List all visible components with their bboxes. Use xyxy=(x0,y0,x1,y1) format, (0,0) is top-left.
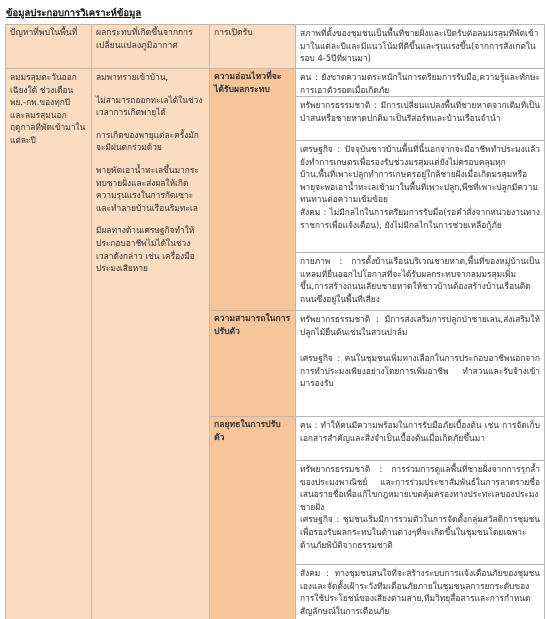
page-title: ข้อมูลประกอบการวิเคราะห์ข้อมูล xyxy=(6,8,142,19)
sensitivity-people: คน : ยังขาดความตระหนักในการตรียมการรับมือ,ความรู้และทักษะการเอาตัวรอดเมื่อเกิดภัย xyxy=(296,69,545,97)
analysis-table xyxy=(5,24,545,619)
adaptive-resources: ทรัพยากรธรรมชาติ : มีการส่งเสริมการปลูกป่าชายเลน,ส่งเสริมให้ปลูกไม้ยืนต้นเช่นในสวนปาล์ม xyxy=(300,314,540,337)
problem-cell: ลมมรสุมตะวันออกเฉียงใต้ ช่วงเดือน พย.-กพ.ของทุกปี และลมรสุมนอกฤดูกาลที่พัดเข้ามาในแต่ละปี xyxy=(6,69,92,619)
strategy-society: สังคม : ทางชุมชนสนใจที่จะสร้างระบบการแจ้งเตือนภัยของชุมชนเองและจัดตั้งเฝ้าระวังทีมเตือนภัยภายในชุมชนลการยกระดับของการใช้ประโยชน์ของเสียงตามสาย,ทีมวิทยุสื่อสารและการกำหนดสัญลักษณ์ในการเตือนภัย xyxy=(296,565,545,619)
header-impact: ผลกระทบที่เกิดขึ้นจากการเปลี่ยนแปลงภูมิอากาศ xyxy=(92,25,210,69)
header-exposure: การเปิดรับ xyxy=(210,25,296,69)
impact-item: ลมพาทรายเข้าบ้าน, xyxy=(96,72,169,82)
sensitivity-resources: ทรัพยากรธรรมชาติ : มีการเปลี่ยนแปลงพื้นที่ชายหาดจากเดิมที่เป็นป่าสนหรือชายหาดปกติมาเป็นรีสอร์ทและบ้านเรือนจำนำ xyxy=(296,97,545,141)
exposure-description: สภาพที่ตั้งของชุมชนเป็นพื้นที่ชายฝั่งและเปิดรับต่อลมมรสุมที่พัดเข้ามาในแต่ละปีและมีแนวโน้มที่ดีขึ้นและรุนแรงขึ้น(จากการสังเกตในรอบ 4-5ปีที่ผ่านมา) xyxy=(296,25,545,69)
adaptive-label: ความสามารถในการปรับตัว xyxy=(210,311,296,417)
adaptive-content xyxy=(296,311,545,417)
strategy-label: กลยุทธในการปรับตัว xyxy=(210,417,296,619)
strategy-economy: เศรษฐกิจ : ชุมชนเริ่มมีการรวมตัวในการจัดตั้งกลุ่มสวัสดิการชุมชนเพื่อรองรับผลกระทบในด้านต่างๆที่จะเกิดขึ้นในชุมชนโดยเฉพาะด้านภัยพิบัติจากธรรมชาติ xyxy=(300,514,540,550)
sensitivity-economy: เศรษฐกิจ : ปัจจุบันชาวบ้านพื้นที่นี้นอกจากจะมีอาชีพทำประมงแล้วยังทำการเกษตรเพื่อรองรับช่วงมรสุมแต่ยังไม่ครอบคลุมทุกบ้าน,พื้นที่เพาะปลูกทำการเกษตรอยู่ใกล้ชายฝั่งเมื่อเกิดมรสุมหรือพายุจะพอเอาน้ำทะเลเข้ามาในพื้นที่เพาะปลูก,พืชที่เพาะปลูกมีความทนทานต่อความเข้มข้อย xyxy=(300,144,540,205)
strategy-resources: ทรัพยากรธรรมชาติ : การร่วมการดูแลพื้นที่ชายฝั่งจากการรุกล้ำของประมงพาณิชย์ และการร่วมประชาสัมพันธ์ในการลาดรายชื่อเสนอรายชื่อเพื่อแก้ไขกฎหมายเขตคุ้มครองทางประทะเลของประมงชายฝั่ง xyxy=(300,464,540,512)
sensitivity-society: สังคม : ไม่มีกลไกในการตรียมการรับมือ(รอคำสั่งจากหน่วยงานทางราชการเพื่อแจ้งเตือน), ยังไม่มีกลไกในการช่วยเหลือกู้ภัย xyxy=(300,206,540,230)
sensitivity-economy-society xyxy=(296,141,545,253)
strategy-people: คน : ทำให้คนมีความพร้อมในการรับมือภัยเบื้องต้น เช่น การจัดเก็บเอกสารสำคัญและสิ่งจำเป็นเบื้องต้นเมื่อเกิดภัยขึ้นมา xyxy=(296,417,545,461)
impact-cell xyxy=(92,69,210,619)
impact-item: มีผลทางด้านเศรษฐกิจทำให้ประกอบอาชีพไม่ได้ในช่วงเวลาดังกล่าว เช่น เครื่องมือประมงเสียหาย xyxy=(96,225,195,274)
impact-item: พายุพัดเอาน้ำทะเลขึ้นมากระทบชายฝั่งและส่งผลให้เกิดความรุนแรงในการกัดเซาะและทำลายบ้านเรือนริมทะเล xyxy=(96,164,199,213)
strategy-resources-economy xyxy=(296,461,545,565)
sensitivity-label: ความอ่อนไหวที่จะได้รับผลกระทบ xyxy=(210,69,296,311)
adaptive-economy: เศรษฐกิจ : คนในชุมชนเพิ่มทางเลือกในการประกอบอาชีพนอกจากการทำประมงเพียงอย่างโดยการเพิ่มอาชีพ ทำสวนและรับจ้างเข้ามารองรับ xyxy=(300,353,540,389)
impact-item: ไม่สามารถออกทะเลได้ในช่วงเวลาการเกิดพายุได้ xyxy=(96,94,203,118)
sensitivity-physical: กายภาพ : การตั้งบ้านเรือนบริเวณชายหาด,พื้นที่ของหมู่บ้านเป็นแหลมที่ยื่นออกไปโอกาสที่จะได้รับผลกระทบจากลมมรสุมเพิ่มขึ้น,การสร้างถนนเลียบชายหาดให้ชาวบ้านต้องสร้างบ้านเรือนติดถนนซึ่งอยู่ในพื้นที่เสี่ยง xyxy=(296,253,545,311)
header-problem: ปัญหาที่พบในพื้นที่ xyxy=(6,25,92,69)
impact-item: การเกิดของพายุแต่ละครั้งมักจะมีฝนตกร่วมด้วย xyxy=(96,129,199,153)
